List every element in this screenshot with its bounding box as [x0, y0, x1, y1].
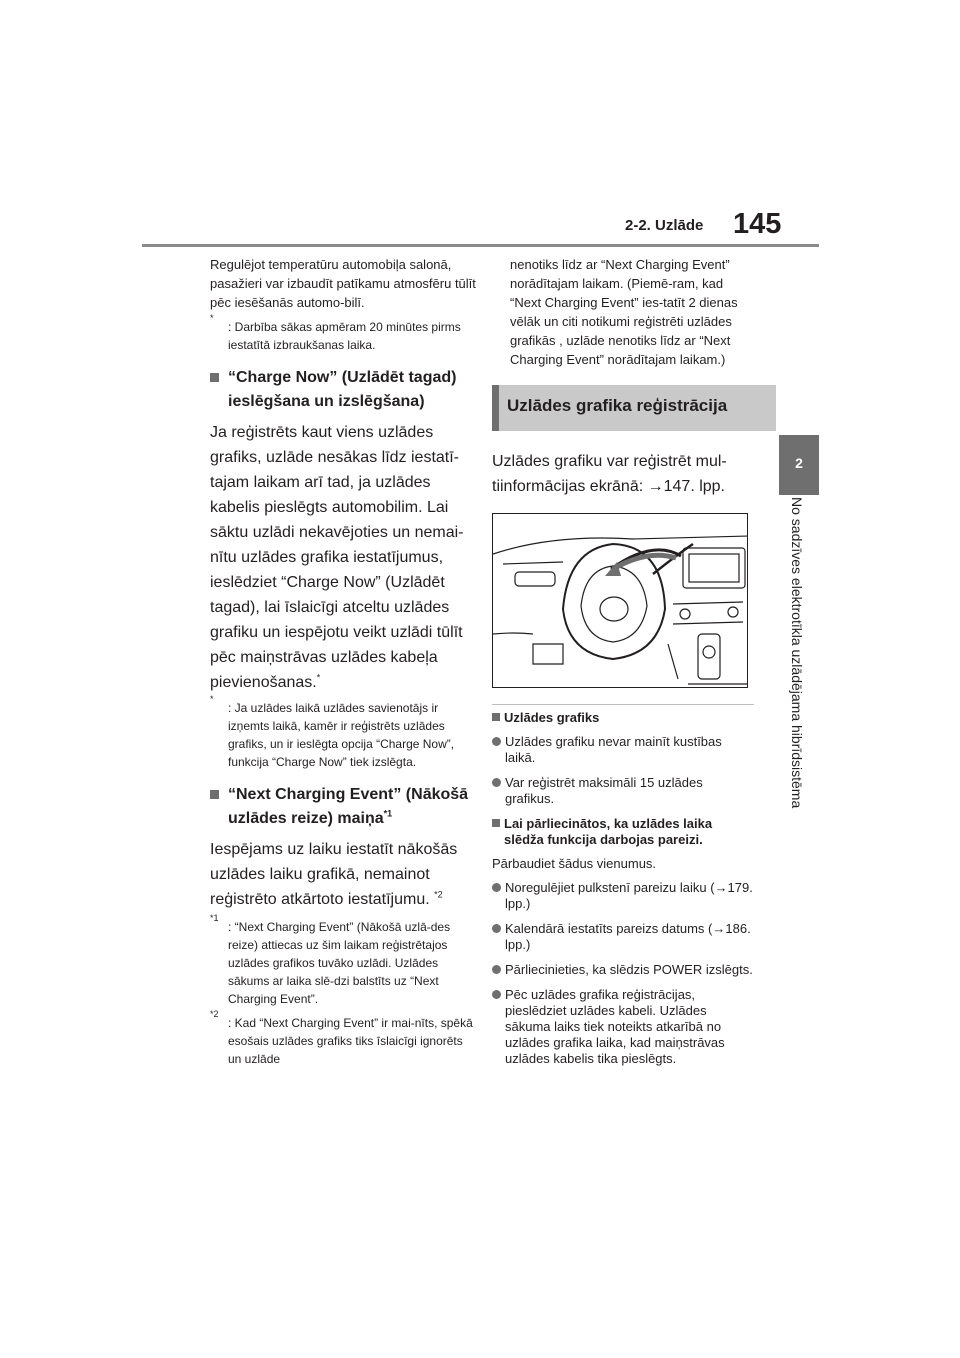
list-item-text: Pēc uzlādes grafika reģistrācijas, pieslēdziet uzlādes kabeli. Uzlādes sākuma laiks tiek noteikts atkarībā no uzlādes grafika laika, kad maiņstrāvas uzlādes kabelis tika pieslēgts. [505, 987, 725, 1066]
paragraph-text: Ja reģistrēts kaut viens uzlādes grafiks, uzlāde nesākas līdz iestatī-tajam laikam arī tad, ja uzlādes kabelis pieslēgts automobilim. Lai sāktu uzlādi nekavējoties un nemai-nītu uzlādes grafika iestatījumus, ieslēdziet “Charge Now” (Uzlādēt tagad), lai īslaicīgi atceltu uzlādes grafiku un iespējotu veikt uzlādi tūlīt pēc maiņstrāvas uzlādes kabeļa pievienošanas. [210, 424, 464, 691]
chapter-number: 2 [795, 455, 803, 471]
bullet-icon [492, 965, 501, 974]
sub-heading-text: Uzlādes grafiks [504, 710, 600, 725]
square-bullet-icon [492, 713, 500, 721]
section-label: 2-2. Uzlāde [625, 217, 704, 234]
chapter-title [781, 497, 817, 852]
bullet-icon [492, 737, 501, 746]
registration-paragraph: Uzlādes grafiku var reģistrēt mul-tiinformācijas ekrānā: →147. lpp. [492, 453, 727, 495]
bullet-icon [492, 990, 501, 999]
footnote-text: : Ja uzlādes laikā uzlādes savienotājs ir izņemts laikā, kamēr ir reģistrēts uzlādes grafiks, un ir ieslēgta opcija “Charge Now”, funkcija “Charge Now” tiek izslēgta. [228, 701, 455, 769]
square-bullet-icon [210, 790, 219, 799]
list-item-text: Kalendārā iestatīts pareizs datums (→186. lpp.) [505, 921, 751, 952]
dashboard-drawing [493, 514, 748, 688]
heading-next-charging [210, 783, 478, 831]
section-title: Uzlādes grafika reģistrācija [507, 396, 728, 415]
sub-heading-timer-check [492, 816, 754, 848]
list-item-text: Noregulējiet pulkstenī pareizu laiku (→179. lpp.) [505, 880, 753, 911]
footnote-intro: * : Darbība sākas apmēram 20 minūtes pirms iestatītā izbraukšanas laika. [210, 313, 461, 352]
header-rule [142, 244, 819, 247]
footnote-continuation: nenotiks līdz ar “Next Charging Event” norādītajam laikam. (Piemē-ram, kad “Next Charging Event” ies-tatīt 2 dienas vēlāk un citi notikumi reģistrēti uzlādes grafikās , uzlāde nenotiks līdz ar “Next Charging Event” norādītajam laikam.) [510, 257, 738, 367]
check-text: Pārbaudiet šādus vienumus. [492, 856, 657, 871]
sub-heading-text: Lai pārliecinātos, ka uzlādes laika slēdža funkcija darbojas pareizi. [504, 816, 713, 847]
next-charging-paragraph [210, 837, 478, 912]
right-column [492, 255, 754, 1067]
square-bullet-icon [210, 373, 219, 382]
bullet-icon [492, 883, 501, 892]
square-bullet-icon [492, 819, 500, 827]
chapter-title-text: No sadzīves elektrotīkla uzlādējama hibrīdsistēma [789, 497, 805, 809]
list-item [492, 987, 754, 1067]
heading-text: “Next Charging Event” (Nākošā uzlādes reize) maiņa [228, 786, 469, 827]
sub-heading-schedule [492, 710, 754, 726]
dashboard-illustration [492, 513, 748, 688]
list-item [492, 921, 754, 953]
heading-text: “Charge Now” (Uzlādēt tagad) ieslēgšana un izslēgšana) [228, 369, 457, 410]
list-item [492, 880, 754, 912]
divider [492, 704, 754, 705]
page-number: 145 [733, 208, 782, 240]
list-item [492, 962, 754, 978]
list-item-text: Pārliecinieties, ka slēdzis POWER izslēgts. [505, 962, 753, 977]
list-item [492, 775, 754, 807]
footnote-ref: *1 [383, 808, 393, 819]
list-item-text: Uzlādes grafiku nevar mainīt kustības laikā. [505, 734, 722, 765]
footnote-text: : Darbība sākas apmēram 20 minūtes pirms iestatītā izbraukšanas laika. [228, 320, 461, 352]
paragraph-text: Iespējams uz laiku iestatīt nākošās uzlādes laiku grafikā, nemainot reģistrēto atkārtoto iestatījumu. [210, 841, 458, 908]
section-title-box [492, 385, 776, 431]
intro-paragraph: Regulējot temperatūru automobiļa salonā, pasažieri var izbaudīt patīkamu atmosfēru tūlīt pēc iesēšanās automo-bilī. [210, 257, 476, 310]
footnote-charge-now: * : Ja uzlādes laikā uzlādes savienotājs ir izņemts laikā, kamēr ir reģistrēts uzlādes grafiks, un ir ieslēgta opcija “Charge Now”, funkcija “Charge Now” tiek izslēgta. [210, 694, 455, 769]
footnote-2: *2 : Kad “Next Charging Event” ir mai-nīts, spēkā esošais uzlādes grafiks tiks īslaicīgi ignorēts un uzlāde [210, 1009, 473, 1066]
charge-now-paragraph [210, 420, 478, 695]
bullet-icon [492, 778, 501, 787]
bullet-icon [492, 924, 501, 933]
left-column [210, 255, 478, 1068]
footnote-1: *1 : “Next Charging Event” (Nākošā uzlā-des reize) attiecas uz šim laikam reģistrētajos uzlādes grafikos tuvāko uzlādi. Uzlādes sākums ar laika slē-dzi balstīts uz “Next Charging Event”. [210, 913, 451, 1006]
list-item [492, 734, 754, 766]
footnote-ref: * [316, 672, 321, 683]
footnote-text: : Kad “Next Charging Event” ir mai-nīts, spēkā esošais uzlādes grafiks tiks īslaicīgi ignorēts un uzlāde [228, 1016, 473, 1066]
heading-charge-now [210, 366, 478, 414]
footnote-text: : “Next Charging Event” (Nākošā uzlā-des reize) attiecas uz šim laikam reģistrētajos uzlādes grafikos tuvāko uzlādi. Uzlādes sākums ar laika slē-dzi balstīts uz “Next Charging Event”. [228, 920, 451, 1006]
chapter-tab [779, 435, 819, 495]
list-item-text: Var reģistrēt maksimāli 15 uzlādes grafikus. [505, 775, 703, 806]
footnote-ref: *2 [434, 889, 443, 900]
